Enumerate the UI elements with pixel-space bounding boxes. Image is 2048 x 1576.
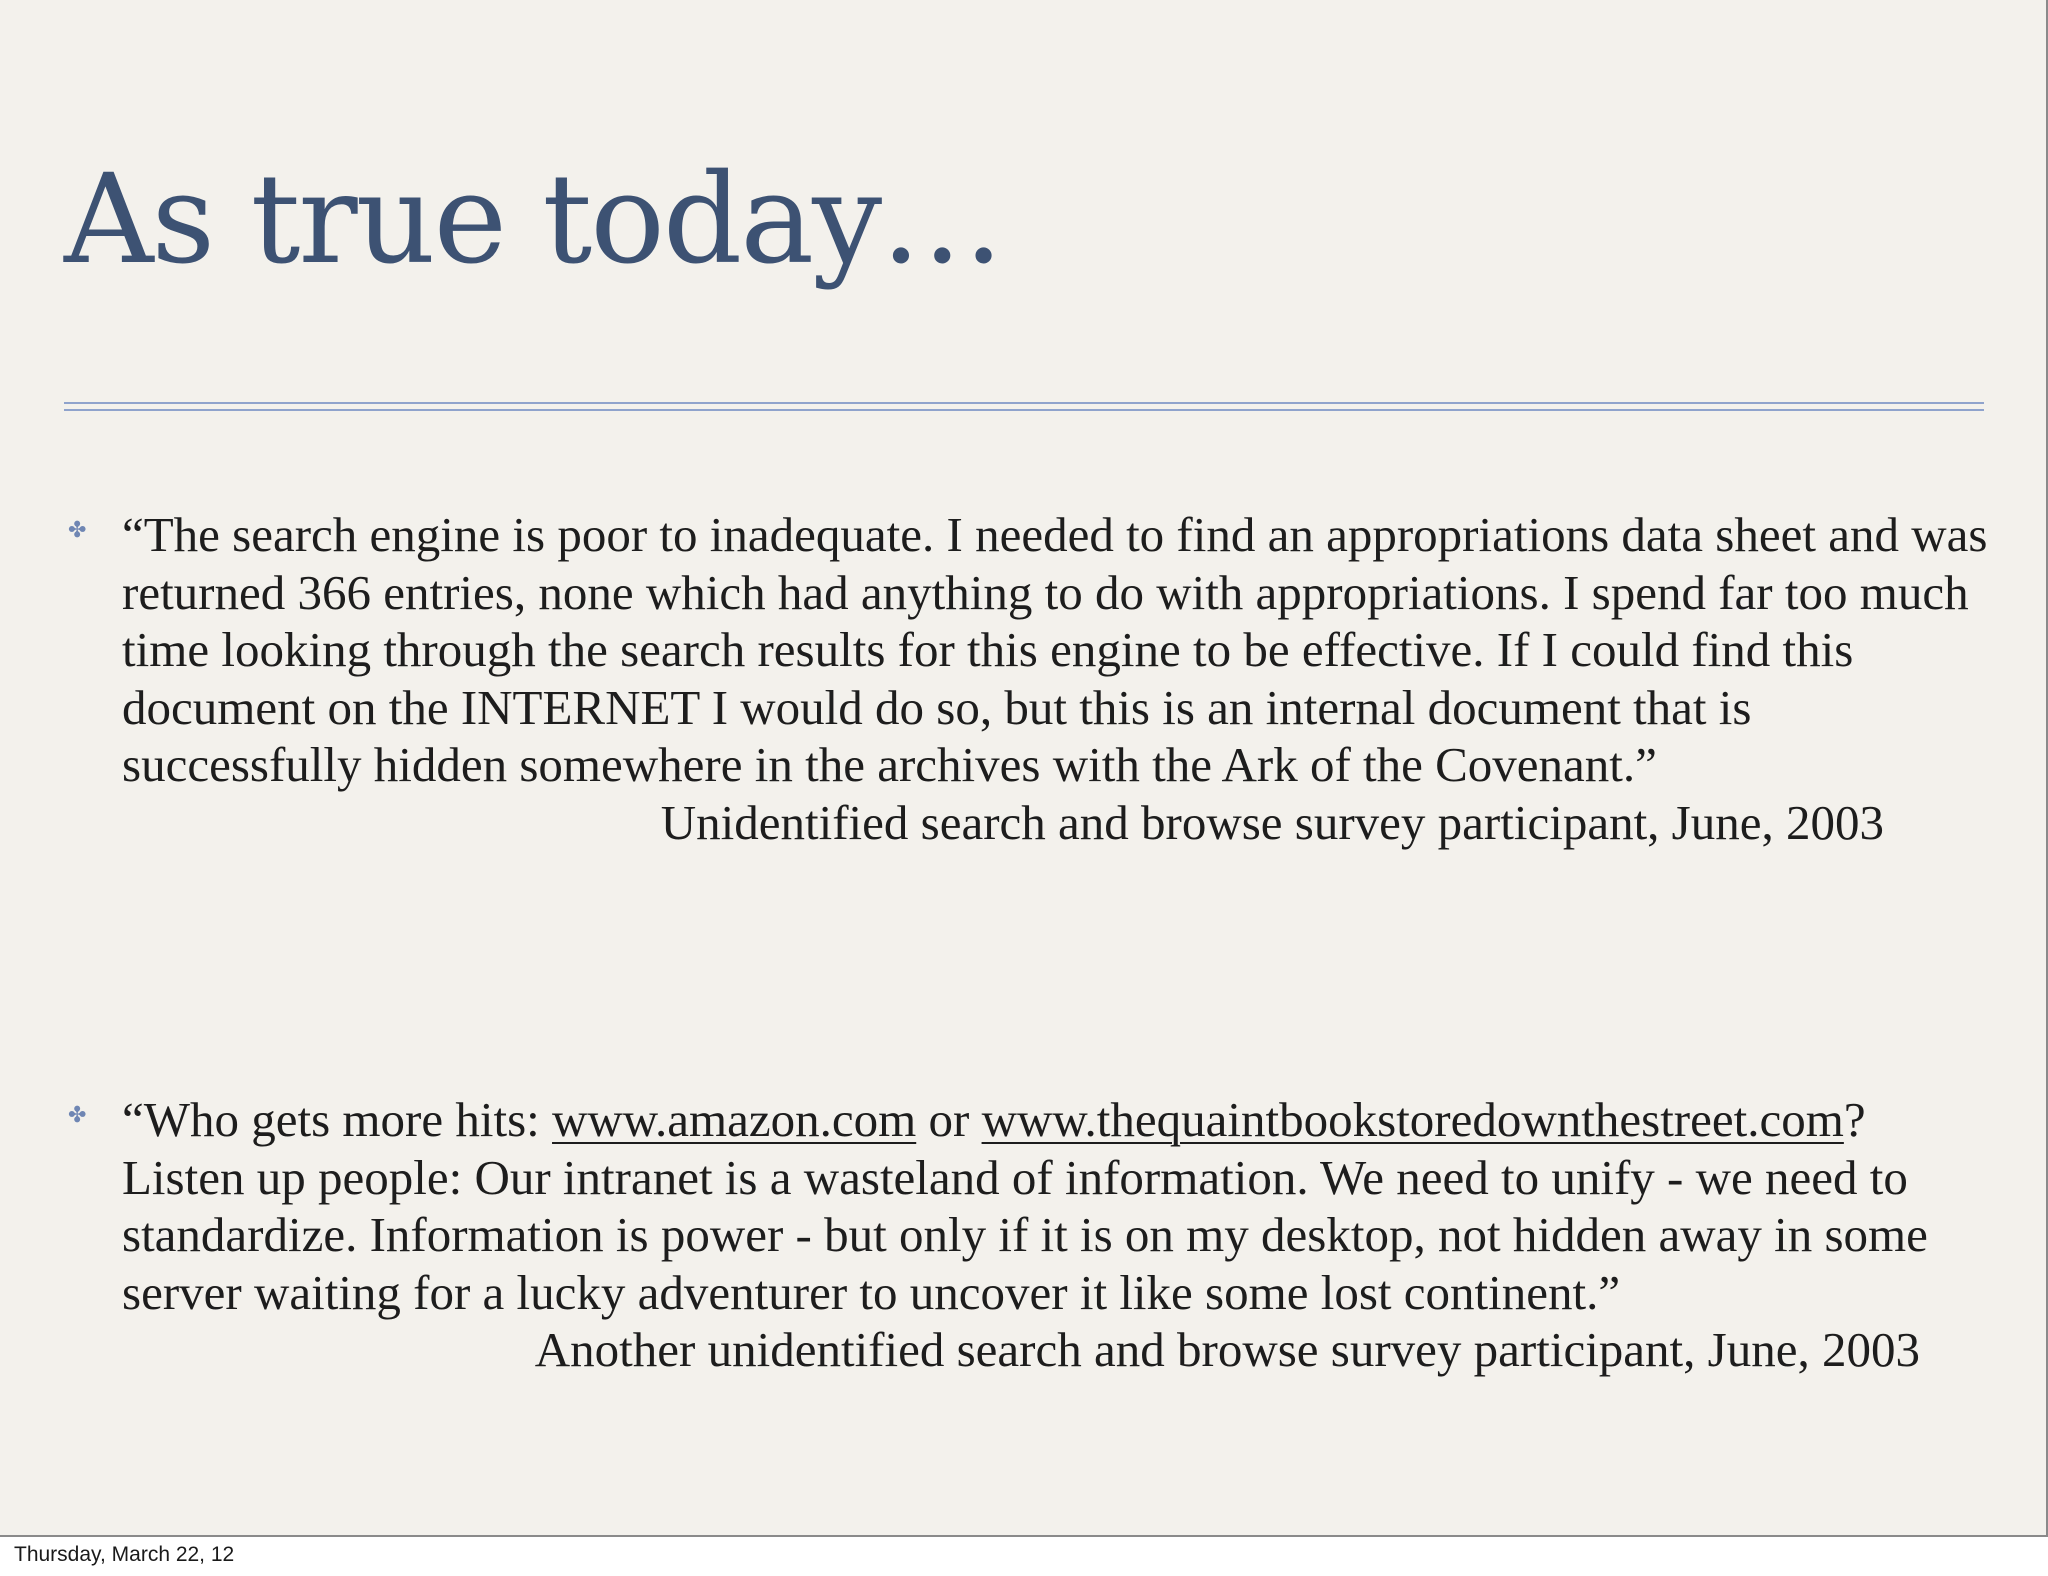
bullet-flower-icon: ✤	[68, 1103, 87, 1128]
quote-item-1	[68, 506, 1988, 851]
quote-attribution-2: Another unidentified search and browse survey participant, June, 2003	[534, 1322, 1920, 1377]
title-divider-top	[64, 402, 1984, 404]
amazon-link[interactable]: www.amazon.com	[552, 1092, 917, 1147]
bookstore-link[interactable]: www.thequaintbookstoredownthestreet.com	[981, 1092, 1844, 1147]
quote-text-2-start: “Who gets more hits:	[122, 1092, 553, 1147]
quote-text-2-middle: or	[916, 1092, 982, 1147]
quote-text-2	[122, 1091, 1988, 1321]
quote-item-2	[68, 1091, 1988, 1379]
bullet-flower-icon: ✤	[68, 518, 87, 543]
slide-title: As true today…	[64, 148, 1003, 292]
title-divider-bottom	[64, 409, 1984, 411]
quote-text-2-end: ? Listen up people: Our intranet is a wasteland of information. We need to unify - we need to standardize. Information is power - but only if it is on my desktop, not hidden away in some server waiting for a lucky adventurer to uncover it like some lost continent.”	[122, 1092, 1928, 1320]
quote-attribution-1: Unidentified search and browse survey participant, June, 2003	[660, 794, 1884, 850]
quote-text-1: “The search engine is poor to inadequate. I needed to find an appropriations data sheet and was returned 366 entries, none which had anything to do with appropriations. I spend far too much time looking through the search results for this engine to be effective. If I could find this document on the INTERNET I would do so, but this is an internal document that is successfully hidden somewhere in the archives with the Ark of the Covenant.”	[122, 507, 1988, 792]
footer-date: Thursday, March 22, 12	[14, 1543, 235, 1566]
